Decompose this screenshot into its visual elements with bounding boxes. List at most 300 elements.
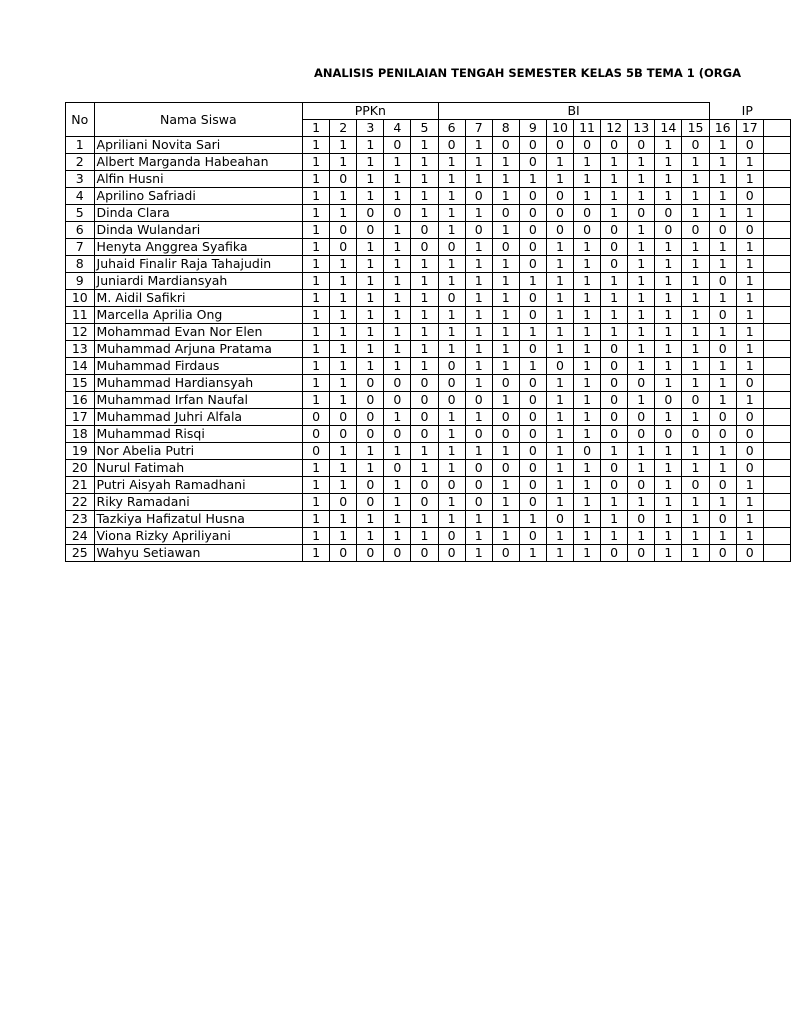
score-cell [763, 256, 790, 273]
score-cell: 1 [411, 256, 438, 273]
score-cell: 1 [655, 477, 682, 494]
student-name: Tazkiya Hafizatul Husna [94, 511, 303, 528]
score-cell: 1 [411, 205, 438, 222]
score-cell: 1 [411, 273, 438, 290]
score-cell: 0 [330, 545, 357, 562]
score-cell: 1 [709, 324, 736, 341]
table-row [66, 392, 791, 409]
student-number: 20 [66, 460, 95, 477]
score-cell: 1 [546, 494, 573, 511]
score-cell: 1 [574, 477, 601, 494]
score-cell: 1 [330, 460, 357, 477]
student-name: Muhammad Firdaus [94, 358, 303, 375]
score-cell: 1 [492, 494, 519, 511]
score-cell: 1 [628, 256, 655, 273]
score-cell: 1 [574, 545, 601, 562]
score-cell: 0 [519, 392, 546, 409]
score-cell [763, 375, 790, 392]
score-cell: 1 [682, 341, 709, 358]
score-cell: 0 [492, 426, 519, 443]
question-header: 12 [601, 120, 628, 137]
score-cell: 1 [601, 205, 628, 222]
score-cell: 1 [492, 443, 519, 460]
score-cell: 1 [492, 256, 519, 273]
score-cell: 0 [303, 443, 330, 460]
score-cell: 1 [601, 171, 628, 188]
score-cell: 0 [519, 443, 546, 460]
score-cell: 0 [682, 426, 709, 443]
score-cell: 1 [303, 494, 330, 511]
score-cell: 1 [736, 528, 763, 545]
student-name: Apriliani Novita Sari [94, 137, 303, 154]
score-cell: 1 [628, 273, 655, 290]
score-cell: 1 [736, 324, 763, 341]
score-cell: 0 [384, 426, 411, 443]
score-cell: 1 [411, 307, 438, 324]
score-cell [763, 460, 790, 477]
score-cell: 1 [357, 171, 384, 188]
score-cell [763, 511, 790, 528]
score-cell: 1 [736, 494, 763, 511]
table-row [66, 443, 791, 460]
score-cell: 1 [736, 392, 763, 409]
student-name: Albert Marganda Habeahan [94, 154, 303, 171]
score-cell: 1 [492, 358, 519, 375]
score-cell: 0 [601, 375, 628, 392]
score-cell: 0 [736, 137, 763, 154]
score-cell: 1 [546, 392, 573, 409]
score-cell: 1 [546, 239, 573, 256]
score-cell: 0 [519, 307, 546, 324]
score-cell: 1 [384, 154, 411, 171]
table-row [66, 290, 791, 307]
score-cell: 1 [736, 273, 763, 290]
score-cell: 1 [574, 409, 601, 426]
score-cell: 1 [655, 307, 682, 324]
score-cell: 1 [655, 443, 682, 460]
score-cell: 1 [574, 494, 601, 511]
score-cell: 1 [492, 188, 519, 205]
score-cell: 0 [574, 137, 601, 154]
student-number: 21 [66, 477, 95, 494]
score-cell: 0 [384, 460, 411, 477]
score-cell: 0 [330, 171, 357, 188]
score-cell: 0 [465, 188, 492, 205]
student-number: 3 [66, 171, 95, 188]
score-cell: 1 [330, 477, 357, 494]
student-number: 1 [66, 137, 95, 154]
score-cell: 0 [736, 443, 763, 460]
score-cell: 1 [574, 528, 601, 545]
score-cell: 1 [519, 324, 546, 341]
score-cell: 0 [330, 426, 357, 443]
score-cell: 1 [438, 341, 465, 358]
score-cell [763, 307, 790, 324]
score-cell: 1 [682, 171, 709, 188]
table-row [66, 341, 791, 358]
score-cell: 0 [574, 443, 601, 460]
score-cell: 1 [465, 307, 492, 324]
score-cell: 1 [709, 392, 736, 409]
score-cell: 1 [655, 494, 682, 511]
score-cell: 1 [465, 545, 492, 562]
score-cell: 1 [384, 239, 411, 256]
student-name: Muhammad Hardiansyah [94, 375, 303, 392]
score-cell: 1 [736, 341, 763, 358]
score-cell: 1 [601, 511, 628, 528]
score-cell: 1 [357, 528, 384, 545]
student-number: 4 [66, 188, 95, 205]
score-cell: 0 [546, 205, 573, 222]
score-cell: 0 [628, 375, 655, 392]
score-cell [763, 443, 790, 460]
score-cell: 0 [519, 290, 546, 307]
score-cell: 0 [736, 188, 763, 205]
question-header [763, 120, 790, 137]
student-number: 7 [66, 239, 95, 256]
score-cell [763, 477, 790, 494]
score-cell: 1 [438, 205, 465, 222]
score-cell: 1 [655, 290, 682, 307]
score-cell: 0 [465, 426, 492, 443]
student-number: 2 [66, 154, 95, 171]
score-cell: 1 [736, 154, 763, 171]
score-cell: 1 [601, 307, 628, 324]
score-cell [763, 205, 790, 222]
score-cell: 1 [330, 188, 357, 205]
score-cell: 1 [574, 375, 601, 392]
question-header: 10 [546, 120, 573, 137]
table-row [66, 477, 791, 494]
score-cell: 0 [519, 375, 546, 392]
score-cell: 1 [628, 171, 655, 188]
score-cell: 1 [438, 273, 465, 290]
score-cell: 1 [357, 137, 384, 154]
score-cell: 1 [709, 205, 736, 222]
score-cell: 1 [303, 324, 330, 341]
score-cell: 0 [357, 375, 384, 392]
table-row [66, 256, 791, 273]
score-cell: 1 [546, 409, 573, 426]
score-cell: 1 [628, 528, 655, 545]
score-cell: 1 [384, 324, 411, 341]
student-name: Dinda Clara [94, 205, 303, 222]
score-cell: 1 [357, 358, 384, 375]
table-row [66, 239, 791, 256]
score-cell: 0 [682, 477, 709, 494]
score-cell: 1 [384, 222, 411, 239]
question-header: 4 [384, 120, 411, 137]
score-cell: 1 [411, 443, 438, 460]
score-cell: 0 [682, 392, 709, 409]
score-cell: 1 [546, 290, 573, 307]
score-cell: 1 [465, 324, 492, 341]
score-cell: 1 [411, 137, 438, 154]
score-cell: 0 [384, 545, 411, 562]
score-cell: 1 [438, 256, 465, 273]
question-header: 1 [303, 120, 330, 137]
table-row [66, 545, 791, 562]
score-cell: 1 [303, 511, 330, 528]
score-cell: 1 [655, 324, 682, 341]
score-cell: 1 [682, 494, 709, 511]
score-cell [763, 171, 790, 188]
score-cell: 1 [682, 188, 709, 205]
score-cell: 1 [438, 443, 465, 460]
score-cell: 1 [438, 409, 465, 426]
student-name: Muhammad Irfan Naufal [94, 392, 303, 409]
score-cell: 0 [303, 409, 330, 426]
score-cell: 0 [519, 188, 546, 205]
score-cell: 0 [438, 358, 465, 375]
student-number: 14 [66, 358, 95, 375]
score-cell: 1 [682, 511, 709, 528]
score-cell [763, 392, 790, 409]
score-cell: 1 [303, 137, 330, 154]
score-cell: 1 [303, 256, 330, 273]
score-cell: 1 [411, 341, 438, 358]
score-cell: 0 [574, 205, 601, 222]
grade-sheet [65, 102, 758, 594]
score-cell: 1 [465, 375, 492, 392]
score-cell: 1 [655, 375, 682, 392]
subject-header-ppkn: PPKn [303, 103, 438, 120]
score-cell: 0 [601, 545, 628, 562]
question-header: 13 [628, 120, 655, 137]
score-cell: 1 [628, 494, 655, 511]
score-cell: 0 [546, 188, 573, 205]
score-cell [763, 426, 790, 443]
student-name: Dinda Wulandari [94, 222, 303, 239]
score-cell: 1 [465, 341, 492, 358]
score-cell: 0 [519, 137, 546, 154]
score-cell: 0 [519, 256, 546, 273]
score-cell: 1 [303, 307, 330, 324]
student-name: Aprilino Safriadi [94, 188, 303, 205]
score-cell: 1 [682, 409, 709, 426]
score-cell: 1 [330, 137, 357, 154]
score-cell: 0 [601, 239, 628, 256]
score-cell: 1 [736, 256, 763, 273]
score-cell: 0 [655, 426, 682, 443]
score-cell: 1 [330, 528, 357, 545]
score-cell: 1 [736, 511, 763, 528]
score-cell: 1 [709, 358, 736, 375]
student-number: 11 [66, 307, 95, 324]
score-cell: 0 [655, 205, 682, 222]
score-cell: 1 [492, 171, 519, 188]
table-row [66, 222, 791, 239]
score-cell: 1 [574, 273, 601, 290]
score-cell: 0 [411, 222, 438, 239]
score-cell: 1 [709, 528, 736, 545]
score-cell: 1 [601, 273, 628, 290]
score-cell: 0 [519, 426, 546, 443]
score-cell: 1 [655, 511, 682, 528]
score-cell: 1 [628, 222, 655, 239]
score-cell [763, 409, 790, 426]
score-cell: 0 [411, 545, 438, 562]
score-cell: 1 [492, 528, 519, 545]
table-row [66, 324, 791, 341]
score-cell: 1 [357, 324, 384, 341]
score-cell: 1 [655, 273, 682, 290]
question-header: 8 [492, 120, 519, 137]
score-cell: 1 [546, 256, 573, 273]
score-cell: 1 [303, 545, 330, 562]
score-cell: 0 [628, 426, 655, 443]
student-number: 17 [66, 409, 95, 426]
score-cell: 1 [628, 154, 655, 171]
table-row [66, 409, 791, 426]
score-cell: 1 [330, 341, 357, 358]
score-cell: 1 [465, 358, 492, 375]
score-cell [763, 137, 790, 154]
score-cell: 1 [438, 494, 465, 511]
score-cell: 0 [519, 154, 546, 171]
student-name: Putri Aisyah Ramadhani [94, 477, 303, 494]
score-cell: 1 [682, 273, 709, 290]
score-cell: 1 [303, 341, 330, 358]
score-cell [763, 545, 790, 562]
score-cell: 0 [736, 409, 763, 426]
score-cell: 1 [411, 188, 438, 205]
score-cell: 1 [736, 358, 763, 375]
score-cell: 0 [492, 205, 519, 222]
score-cell: 1 [682, 375, 709, 392]
score-cell: 1 [519, 273, 546, 290]
score-cell: 1 [682, 324, 709, 341]
score-cell: 0 [438, 528, 465, 545]
score-cell: 1 [357, 256, 384, 273]
student-name: Viona Rizky Apriliyani [94, 528, 303, 545]
score-cell: 1 [682, 528, 709, 545]
score-cell: 0 [357, 426, 384, 443]
score-cell: 1 [303, 392, 330, 409]
column-header-name: Nama Siswa [94, 103, 303, 137]
score-cell: 1 [682, 256, 709, 273]
score-cell [763, 290, 790, 307]
score-cell: 1 [628, 290, 655, 307]
sheet-title: ANALISIS PENILAIAN TENGAH SEMESTER KELAS 5B TEMA 1 (ORGA [314, 66, 742, 80]
score-cell: 1 [330, 290, 357, 307]
student-number: 15 [66, 375, 95, 392]
table-row [66, 460, 791, 477]
question-header: 5 [411, 120, 438, 137]
score-cell: 1 [655, 341, 682, 358]
score-cell: 0 [492, 545, 519, 562]
student-name: Juhaid Finalir Raja Tahajudin [94, 256, 303, 273]
score-cell: 1 [492, 273, 519, 290]
score-cell: 1 [709, 154, 736, 171]
question-header: 16 [709, 120, 736, 137]
score-cell: 1 [574, 511, 601, 528]
score-cell: 1 [655, 545, 682, 562]
score-cell: 1 [601, 443, 628, 460]
score-cell: 1 [411, 290, 438, 307]
score-cell: 1 [546, 545, 573, 562]
score-cell: 1 [574, 324, 601, 341]
score-cell: 0 [736, 545, 763, 562]
score-cell: 0 [357, 545, 384, 562]
score-cell: 0 [438, 392, 465, 409]
score-cell: 0 [546, 222, 573, 239]
score-cell: 0 [601, 137, 628, 154]
score-cell: 1 [628, 358, 655, 375]
score-cell: 1 [574, 460, 601, 477]
student-number: 24 [66, 528, 95, 545]
score-cell: 1 [357, 188, 384, 205]
student-name: Henyta Anggrea Syafika [94, 239, 303, 256]
score-cell: 0 [709, 545, 736, 562]
score-cell: 1 [357, 239, 384, 256]
score-cell: 0 [601, 409, 628, 426]
score-cell: 1 [465, 171, 492, 188]
score-cell: 1 [546, 273, 573, 290]
score-cell: 0 [709, 307, 736, 324]
score-cell: 0 [546, 137, 573, 154]
score-cell: 0 [709, 477, 736, 494]
score-cell: 1 [574, 188, 601, 205]
student-name: M. Aidil Safikri [94, 290, 303, 307]
score-cell [763, 324, 790, 341]
score-cell: 1 [546, 460, 573, 477]
score-cell: 1 [709, 239, 736, 256]
score-cell: 0 [628, 477, 655, 494]
score-cell: 0 [438, 137, 465, 154]
score-cell: 1 [465, 290, 492, 307]
score-cell: 1 [682, 443, 709, 460]
student-number: 12 [66, 324, 95, 341]
student-number: 22 [66, 494, 95, 511]
student-number: 8 [66, 256, 95, 273]
score-cell: 1 [574, 256, 601, 273]
score-cell: 0 [465, 392, 492, 409]
score-cell: 1 [736, 477, 763, 494]
score-cell: 1 [411, 171, 438, 188]
score-cell: 0 [736, 222, 763, 239]
score-cell: 1 [303, 239, 330, 256]
score-cell: 1 [438, 307, 465, 324]
score-cell: 1 [384, 290, 411, 307]
score-cell: 1 [655, 409, 682, 426]
score-cell: 1 [546, 341, 573, 358]
score-cell: 1 [411, 154, 438, 171]
question-header: 3 [357, 120, 384, 137]
score-cell: 1 [655, 256, 682, 273]
table-row [66, 375, 791, 392]
student-name: Nurul Fatimah [94, 460, 303, 477]
table-row [66, 171, 791, 188]
score-cell [763, 239, 790, 256]
score-cell: 1 [384, 171, 411, 188]
score-cell: 1 [492, 290, 519, 307]
score-cell: 0 [492, 375, 519, 392]
question-header: 15 [682, 120, 709, 137]
score-cell: 0 [438, 290, 465, 307]
score-cell [763, 154, 790, 171]
score-cell: 1 [303, 290, 330, 307]
score-cell: 1 [465, 205, 492, 222]
score-cell: 0 [492, 239, 519, 256]
score-cell: 0 [384, 392, 411, 409]
score-cell: 1 [682, 460, 709, 477]
score-cell: 1 [330, 154, 357, 171]
score-cell: 1 [492, 307, 519, 324]
score-cell: 1 [330, 307, 357, 324]
score-cell: 1 [709, 290, 736, 307]
score-cell: 1 [736, 205, 763, 222]
